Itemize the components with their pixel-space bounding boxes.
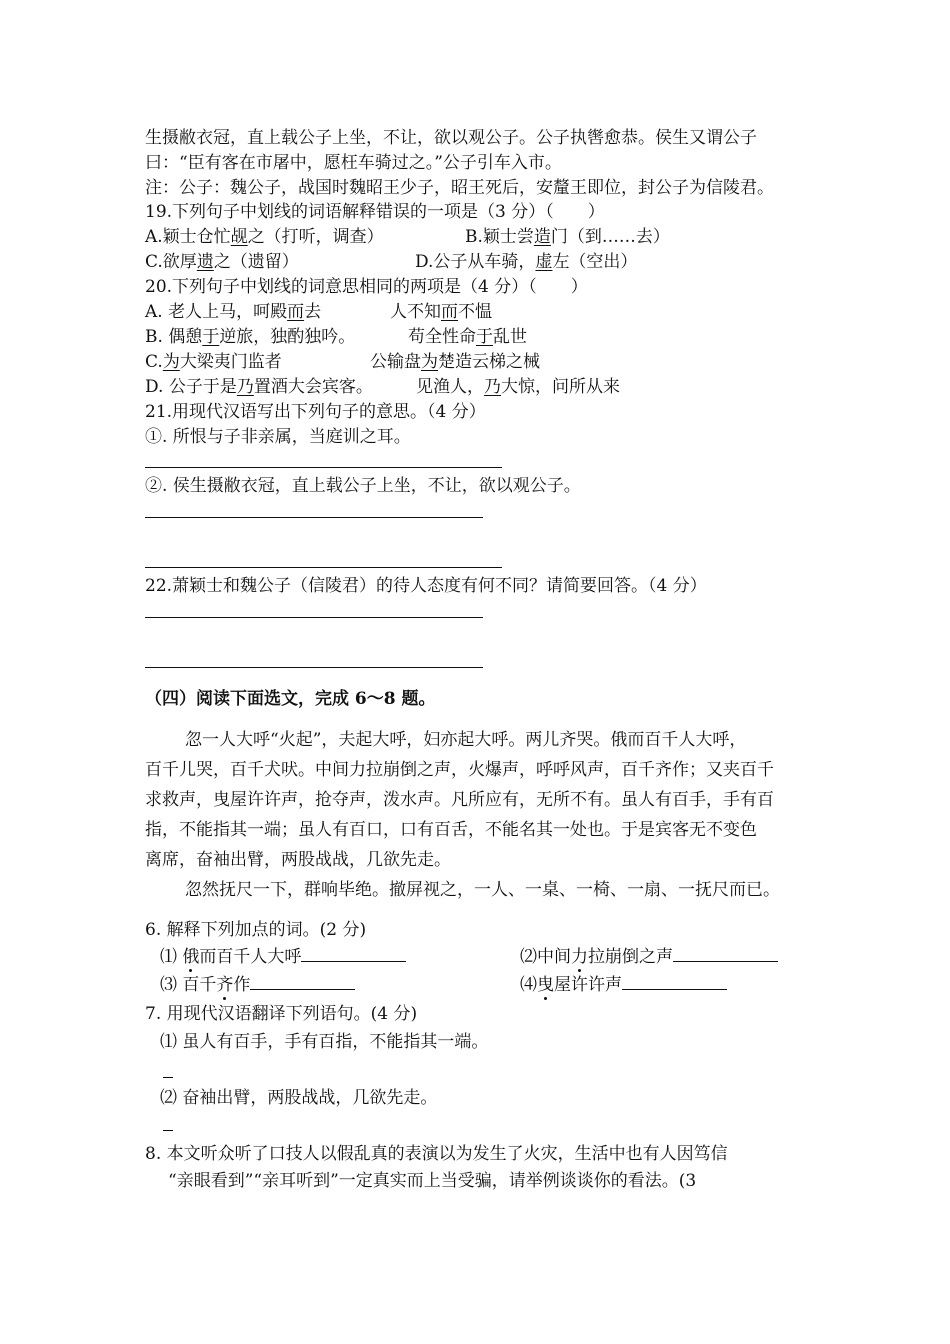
q20-option-c-1: C.为大梁夷门监者 [145, 352, 282, 372]
q6-item-1: ⑴ 俄而百千人大呼 [160, 945, 406, 968]
q20-option-b-1: B. 偶憩于逆旅，独酌独吟。 [145, 327, 356, 347]
question-8-line: 8. 本文听众听了口技人以假乱真的表演以为发生了火灾，生活中也有人因笃信 [145, 1144, 728, 1164]
answer-line[interactable] [145, 467, 502, 468]
q20-option-a-1: A. 老人上马，呵殿而去 [145, 302, 322, 322]
question-20-stem: 20.下列句子中划线的词意思相同的两项是（4 分）（ ） [145, 277, 588, 297]
q19-option-d: D.公子从车骑，虚左（空出） [415, 252, 638, 272]
answer-blank[interactable] [622, 973, 727, 990]
answer-line[interactable] [145, 617, 483, 618]
q20-option-d-1: D. 公子于是乃置酒大会宾客。 [145, 377, 373, 397]
q21-item-2: ②. 侯生摄敝衣冠，直上载公子上坐，不让，欲以观公子。 [145, 476, 581, 496]
q7-item-1: ⑴ 虽人有百手，手有百指，不能指其一端。 [160, 1032, 489, 1052]
answer-blank[interactable] [301, 945, 406, 962]
passage-line: 生摄敝衣冠，直上载公子上坐，不让，欲以观公子。公子执辔愈恭。侯生又谓公子 [145, 128, 757, 148]
question-7-stem: 7. 用现代汉语翻译下列语句。(4 分) [145, 1004, 418, 1024]
q20-option-c-2: 公输盘为楚造云梯之械 [370, 352, 540, 372]
answer-blank[interactable] [673, 945, 778, 962]
q19-option-c: C.欲厚遗之（遗留） [145, 252, 299, 272]
answer-line[interactable] [145, 567, 502, 568]
passage-paragraph-line: 百千儿哭，百千犬吠。中间力拉崩倒之声，火爆声，呼呼风声，百千齐作；又夹百千 [145, 760, 774, 780]
question-19-stem: 19.下列句子中划线的词语解释错误的一项是（3 分）（ ） [145, 202, 605, 222]
q20-option-a-2: 人不知而不愠 [390, 302, 492, 322]
q6-item-2: ⑵中间力拉崩倒之声 [520, 945, 778, 968]
question-6-stem: 6. 解释下列加点的词。(2 分) [145, 920, 367, 940]
q7-item-2: ⑵ 奋袖出臂，两股战战，几欲先走。 [160, 1088, 438, 1108]
answer-line[interactable] [145, 667, 483, 668]
passage-paragraph-line: 离席，奋袖出臂，两股战战，几欲先走。 [145, 850, 451, 870]
passage-paragraph-line: 求救声，曳屋许许声，抢夺声，泼水声。凡所应有，无所不有。虽人有百手，手有百 [145, 790, 774, 810]
question-21-stem: 21.用现代汉语写出下列句子的意思。（4 分） [145, 402, 486, 422]
section-4-heading: （四）阅读下面选文，完成 6～8 题。 [145, 689, 436, 709]
question-22-stem: 22.萧颖士和魏公子（信陵君）的待人态度有何不同？请简要回答。（4 分） [145, 576, 707, 596]
q6-item-4: ⑷曳屋许许声 [520, 973, 727, 996]
answer-blank[interactable] [250, 973, 355, 990]
question-8-line: “亲眼看到”“亲耳听到”一定真实而上当受骗，请举例谈谈你的看法。(3 [168, 1171, 697, 1191]
answer-line[interactable] [145, 517, 483, 518]
passage-paragraph-line: 忽然抚尺一下，群响毕绝。撤屏视之，一人、一桌、一椅、一扇、一抚尺而已。 [185, 880, 780, 900]
q20-option-b-2: 苟全性命于乱世 [408, 327, 527, 347]
answer-line[interactable] [163, 1130, 173, 1131]
passage-paragraph-line: 指，不能指其一端；虽人有百口，口有百舌，不能名其一处也。于是宾客无不变色 [145, 820, 757, 840]
passage-line: 曰：“臣有客在市屠中，愿枉车骑过之。”公子引车入市。 [145, 153, 562, 173]
q21-item-1: ①. 所恨与子非亲属，当庭训之耳。 [145, 427, 411, 447]
q19-option-b: B.颖士尝造门（到……去） [465, 227, 670, 247]
q6-item-3: ⑶ 百千齐作 [160, 973, 355, 996]
passage-paragraph-line: 忽一人大呼“火起”，夫起大呼，妇亦起大呼。两儿齐哭。俄而百千人大呼， [185, 730, 747, 750]
q20-option-d-2: 见渔人，乃大惊，问所从来 [416, 377, 620, 397]
answer-line[interactable] [163, 1077, 173, 1078]
passage-note: 注：公子：魏公子，战国时魏昭王少子，昭王死后，安釐王即位，封公子为信陵君。 [145, 178, 774, 198]
q19-option-a: A.颖士仓忙觇之（打听，调查） [145, 227, 384, 247]
